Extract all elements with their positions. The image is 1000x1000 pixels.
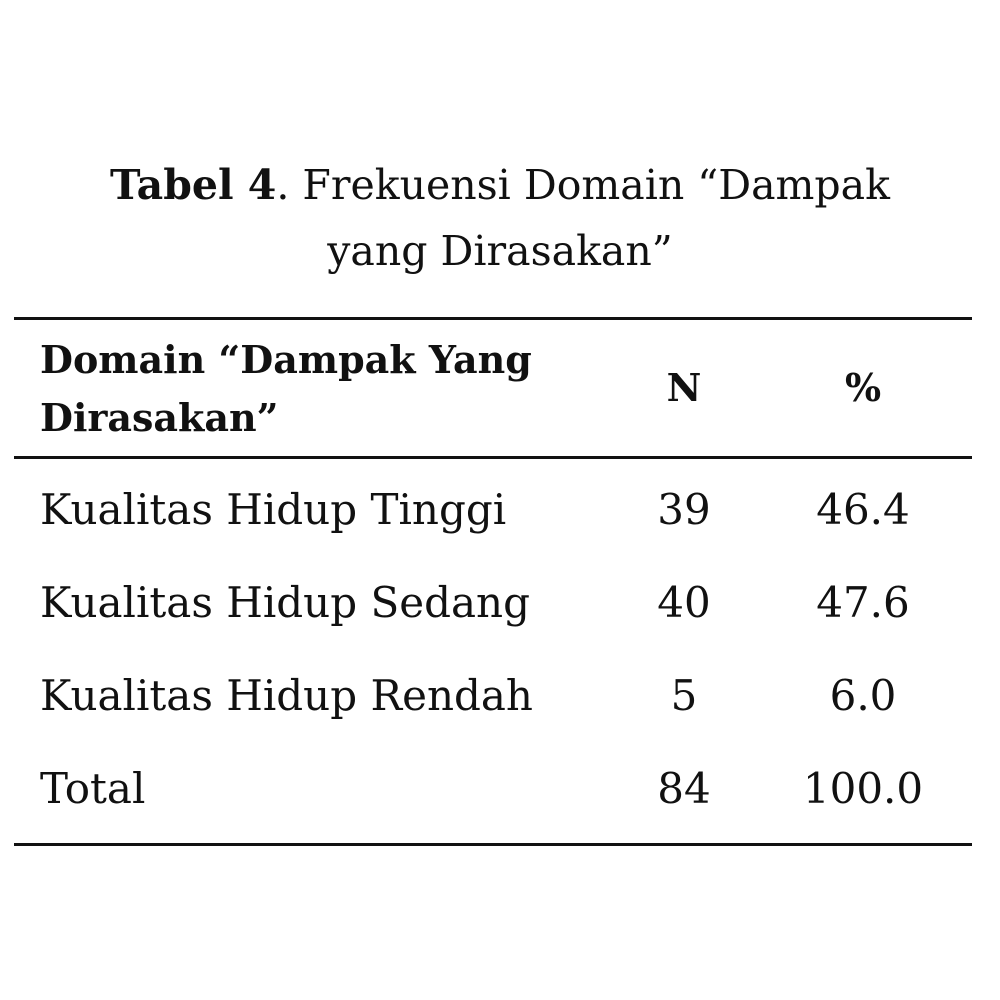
table-row [14,463,972,556]
table-row [14,556,972,649]
header-percent: % [844,365,882,410]
header-n: N [666,365,702,410]
caption-text: . Frekuensi Domain “Dampak yang Dirasakan” [276,161,890,275]
frequency-table [14,317,972,846]
row-label: Kualitas Hidup Rendah [40,671,533,720]
row-n: 40 [657,578,711,627]
table-header-row [14,320,972,456]
table-row-total [14,742,972,835]
row-percent: 47.6 [816,578,910,627]
row-label: Kualitas Hidup Tinggi [40,485,507,534]
row-n: 5 [670,671,698,720]
table-row [14,649,972,742]
row-percent: 46.4 [816,485,910,534]
table-caption [60,152,940,284]
header-domain: Domain “Dampak Yang Dirasakan” [40,337,532,440]
header-rule [14,456,972,459]
row-percent: 100.0 [802,764,924,813]
row-label: Kualitas Hidup Sedang [40,578,530,627]
row-percent: 6.0 [829,671,897,720]
bottom-rule [14,843,972,846]
row-n: 39 [657,485,711,534]
row-n: 84 [657,764,711,813]
caption-label: Tabel 4 [110,161,277,209]
row-label: Total [40,764,146,813]
